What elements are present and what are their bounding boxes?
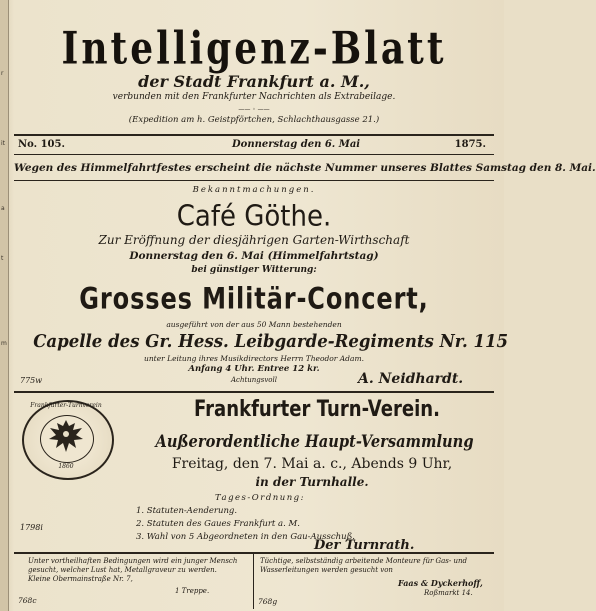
agenda-item: 2. Statuten des Gaues Frankfurt a. M. — [136, 519, 300, 529]
masthead-title: Intelligenz-Blatt — [61, 22, 447, 75]
meeting-place: in der Turnhalle. — [255, 475, 369, 489]
column-divider — [253, 553, 254, 609]
ad-reference: 768c — [18, 596, 37, 605]
small-ad-line: Wasserleitungen werden gesucht von — [260, 566, 393, 574]
small-ad-line: gesucht, welcher Lust hat, Metallgraveur zu werden. — [28, 566, 217, 574]
gutter-mark: m — [1, 340, 7, 347]
seal-year: 1860 — [58, 463, 74, 470]
divider — [14, 552, 494, 554]
divider — [14, 134, 494, 136]
cafe-ad-title: Café Göthe. — [176, 200, 332, 233]
concert-headline: Grosses Militär-Concert, — [79, 281, 429, 316]
small-ad-line: 1 Treppe. — [175, 587, 210, 595]
small-ad-line: Unter vortheilhaften Bedingungen wird ein junger Mensch — [28, 557, 238, 565]
cafe-ad-line: Zur Eröffnung der diesjährigen Garten-Wirthschaft — [98, 233, 410, 247]
small-ad-line: Kleine Obermainstraße Nr. 7, — [28, 575, 133, 583]
small-ad-line: Roßmarkt 14. — [424, 589, 473, 597]
seal-text: Frankfurter-Turnverein — [30, 402, 102, 409]
divider — [14, 180, 494, 181]
cafe-ad-line: Achtungsvoll — [230, 376, 278, 384]
ad-reference: 768g — [258, 597, 278, 606]
eagle-icon — [44, 414, 88, 458]
gutter-mark: it — [1, 140, 6, 147]
small-ad-line: Tüchtige, selbstständig arbeitende Monteure für Gas- und — [260, 557, 467, 565]
cafe-ad-line: Donnerstag den 6. Mai (Himmelfahrtstag) — [129, 250, 379, 262]
ad-reference: 1798i — [20, 523, 43, 532]
cafe-ad-line: Anfang 4 Uhr. Entree 12 kr. — [188, 364, 320, 374]
issue-year: 1875. — [454, 139, 486, 150]
divider — [14, 391, 494, 393]
divider — [14, 154, 494, 155]
holiday-notice: Wegen des Himmelfahrtfestes erscheint die nächste Nummer unseres Blattes Samstag den 8. Mai. — [14, 162, 596, 174]
agenda-item: 3. Wahl von 5 Abgeordneten in den Gau-Ausschuß. — [136, 532, 355, 542]
ornament-divider: —— ◦ —— — [238, 106, 270, 113]
small-ad-line: Faas & Dyckerhoff, — [398, 578, 483, 588]
agenda-item: 1. Statuten-Aenderung. — [136, 506, 238, 516]
turnverein-title: Frankfurter Turn-Verein. — [193, 397, 440, 422]
ad-signature: Der Turnrath. — [314, 538, 415, 553]
masthead-line2: verbunden mit den Frankfurter Nachrichten als Extrabeilage. — [112, 92, 396, 102]
gutter-mark: a — [1, 205, 5, 212]
gutter-mark: t — [1, 255, 4, 262]
cafe-ad-line: bei günstiger Witterung: — [191, 265, 317, 275]
ad-signature: A. Neidhardt. — [358, 371, 464, 387]
meeting-date: Freitag, den 7. Mai a. c., Abends 9 Uhr, — [171, 456, 453, 472]
binding-gutter — [0, 0, 9, 611]
issue-date: Donnerstag den 6. Mai — [232, 139, 361, 150]
meeting-headline: Außerordentliche Haupt-Versammlung — [155, 432, 474, 452]
gutter-mark: r — [1, 70, 4, 77]
section-heading: Bekanntmachungen. — [192, 185, 316, 195]
cafe-ad-line: unter Leitung ihres Musikdirectors Herrn Theodor Adam. — [144, 354, 364, 363]
masthead-subtitle: der Stadt Frankfurt a. M., — [138, 72, 370, 91]
agenda-heading: Tages-Ordnung: — [215, 493, 305, 503]
masthead-line3: (Expedition am h. Geistpförtchen, Schlachthausgasse 21.) — [128, 115, 380, 125]
cafe-ad-line: ausgeführt von der aus 50 Mann bestehenden — [166, 320, 342, 329]
ad-reference: 775w — [20, 376, 43, 385]
issue-number: No. 105. — [18, 139, 65, 150]
band-name: Capelle des Gr. Hess. Leibgarde-Regiments Nr. 115 — [33, 331, 509, 352]
